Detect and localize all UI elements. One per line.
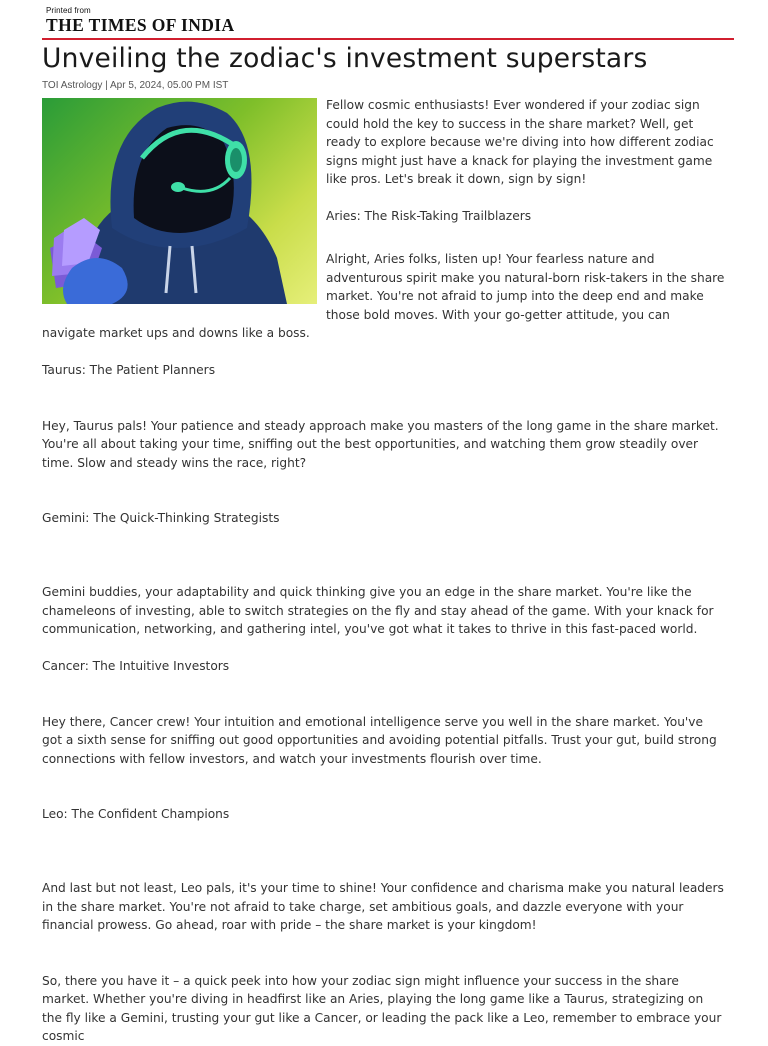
masthead	[46, 6, 235, 34]
article-image	[42, 98, 317, 304]
heading-taurus: Taurus: The Patient Planners	[42, 363, 216, 377]
paragraph-gemini: Gemini buddies, your adaptability and quick thinking give you an edge in the share market. You're like the chameleons of investing, able to switch strategies on the fly and stay ahead of the game. With your knack for communication, networking, and gathering intel, you've got what it takes to thrive in this fast-paced world.	[42, 585, 714, 636]
heading-cancer: Cancer: The Intuitive Investors	[42, 659, 230, 673]
article-body	[42, 96, 726, 1046]
heading-gemini: Gemini: The Quick-Thinking Strategists	[42, 511, 280, 525]
paragraph-taurus: Hey, Taurus pals! Your patience and steady approach make you masters of the long game in the share market. You're all about taking your time, sniffing out the best opportunities, and watching them grow steadily over time. Slow and steady wins the race, right?	[42, 418, 719, 470]
heading-leo: Leo: The Confident Champions	[42, 807, 230, 821]
article-title: Unveiling the zodiac's investment superstars	[42, 43, 648, 74]
paragraph-intro: Fellow cosmic enthusiasts! Ever wondered if your zodiac sign could hold the key to success in the share market? Well, get ready to explore because we're diving into how different zodiac signs might just have a knack for playing the investment game like pros. Let's break it down, sign by sign!	[326, 98, 714, 186]
paragraph-cancer: Hey there, Cancer crew! Your intuition and emotional intelligence serve you well in the share market. You've got a sixth sense for sniffing out good opportunities and avoiding potential pitfalls. Trust your gut, build strong connections with fellow investors, and watch your investments flourish over time.	[42, 714, 717, 766]
header-divider	[42, 38, 734, 40]
article-byline: TOI Astrology | Apr 5, 2024, 05.00 PM IST	[42, 80, 229, 91]
heading-aries: Aries: The Risk-Taking Trailblazers	[326, 209, 532, 223]
newspaper-logo[interactable]: THE TIMES OF INDIA	[46, 15, 235, 35]
hooded-investor-illustration-icon	[42, 98, 317, 304]
printed-from-label: Printed from	[46, 6, 91, 15]
paragraph-aries: Alright, Aries folks, listen up! Your fearless nature and adventurous spirit make you natural-born risk-takers in the share market. You're not afraid to jump into the deep end and make those bold moves. With your go-getter attitude, you can navigate market ups and downs like a boss.	[42, 252, 725, 340]
paragraph-leo: And last but not least, Leo pals, it's your time to shine! Your confidence and charisma make you natural leaders in the share market. You're not afraid to take charge, set ambitious goals, and dazzle everyone with your financial prowess. Go ahead, roar with pride – the share market is your kingdom!	[42, 881, 724, 932]
paragraph-conclusion: So, there you have it – a quick peek into how your zodiac sign might influence your success in the share market. Whether you're diving in headfirst like an Aries, playing the long game like a Taurus, strategizing on the fly like a Gemini, trusting your gut like a Cancer, or leading the pack like a Leo, remember to embrace your cosmic	[42, 973, 722, 1043]
